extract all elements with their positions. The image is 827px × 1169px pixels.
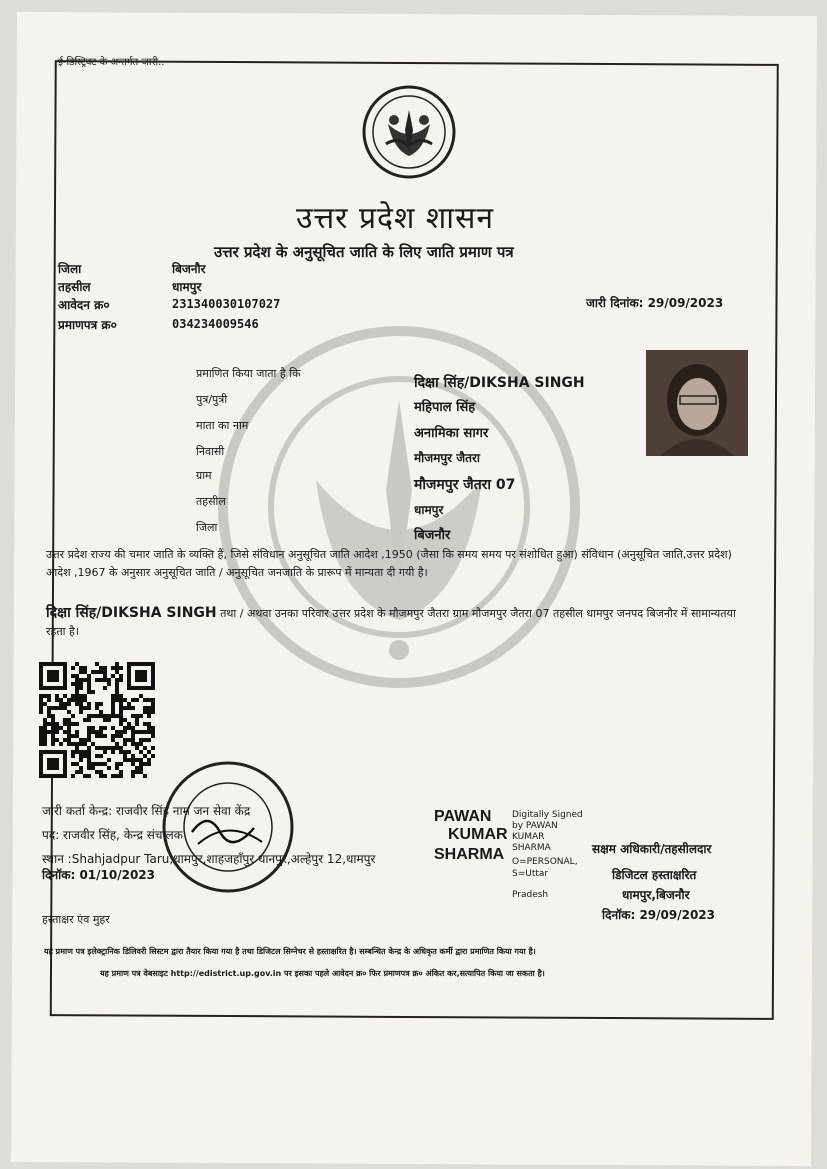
digital-sig-detail-1: Digitally Signed [512,810,583,820]
residence-paragraph-name: दिक्षा सिंह/DIKSHA SINGH [46,605,217,621]
signer-name-line1: PAWAN [434,808,492,825]
meta-value-tehsil: धामपुर [172,280,202,294]
meta-label-district: जिला [58,262,82,276]
government-title: उत्तर प्रदेश शासन [296,201,495,236]
detail-value-parent: महिपाल सिंह [414,400,476,415]
edistrict-note: ई-डिस्ट्रिक्ट के अन्तर्गत जारी.. [58,57,165,68]
up-emblem-icon [358,84,460,180]
caste-declaration-paragraph: उत्तर प्रदेश राज्य की चमार जाति के व्यक्ति हैं, जिसे संविधान अनुसूचित जाति आदेश ,1950 (जैसा कि समय समय पर संशोधित हुआ) संविधान (अनुसूचित जाति,उत्तर प्रदेश) आदेश ,1967 के अनुसार अनुसूचित जाति / अनुसूचित जनजाति के प्रारूप में मान्यता दी गयी है। [46,548,732,579]
footer-line-1: यह प्रमाण पत्र इलेक्ट्रानिक डिलिवरी सिस्टम द्वारा तैयार किया गया है तथा डिजिटल सिग्नेचर से हस्ताक्षरित है। सम्बन्धित केन्द्र के अधिकृत कर्मी द्वारा प्रमाणित किया गया है। [44,947,536,956]
digital-sig-detail-5: O=PERSONAL, [512,857,578,867]
meta-label-certificate-no: प्रमाणपत्र क्र० [58,318,117,332]
meta-label-application-no: आवेदन क्र० [58,298,110,312]
detail-value-village: मौजमपुर जैतरा 07 [414,477,516,493]
detail-value-tehsil: धामपुर [414,503,444,517]
detail-label-6: जिला [196,521,218,534]
qr-code [38,662,156,778]
digital-sig-detail-4: SHARMA [512,843,551,853]
authority-digital: डिजिटल हस्ताक्षरित [612,868,697,882]
authority-designation: सक्षम अधिकारी/तहसीलदार [592,842,712,856]
applicant-photo [646,350,748,456]
certificate-title: उत्तर प्रदेश के अनुसूचित जाति के लिए जाति प्रमाण पत्र [214,243,514,261]
detail-label-5: तहसील [196,495,226,508]
authority-date: दिनॉक: 29/09/2023 [602,908,716,922]
digital-sig-detail-7: Pradesh [512,890,549,900]
meta-value-district: बिजनौर [172,262,206,276]
detail-label-2: माता का नाम [196,419,249,432]
digital-sig-detail-3: KUMAR [512,832,545,842]
detail-label-1: पुत्र/पुत्री [196,393,228,406]
detail-value-district: बिजनौर [414,528,451,543]
detail-value-resident: मौजमपुर जैतरा [414,451,481,465]
detail-label-0: प्रमाणित किया जाता है कि [196,367,301,380]
issuer-center: जारी कर्ता केन्द्र: राजवीर सिंह नाम जन सेवा केंद्र [42,804,251,818]
issuer-place: स्थान :Shahjadpur Taru,धामपुर,शाहजहाँपुर धानपुर,अल्हेपुर 12,धामपुर [42,852,376,866]
detail-value-name: दिक्षा सिंह/DIKSHA SINGH [414,375,585,391]
meta-value-certificate-no: 034234009546 [172,317,259,331]
issuer-post: पद: राजवीर सिंह, केन्द्र संचालक [42,828,183,842]
residence-paragraph [46,604,746,641]
signer-name-line3: SHARMA [434,846,505,863]
issue-date: जारी दिनांक: 29/09/2023 [586,296,724,310]
residence-paragraph-text: तथा / अथवा उनका परिवार उत्तर प्रदेश के मौजमपुर जैतरा ग्राम मौजमपुर जैतरा 07 तहसील धामपुर जनपद बिजनौर में सामान्यतया रहता है। [46,607,736,638]
authority-place: धामपुर,बिजनौर [622,888,690,902]
detail-label-4: ग्राम [196,469,212,482]
footer-line-2: यह प्रमाण पत्र वेबसाइट http://edistrict.up.gov.in पर इसका पहले आवेदन क्र० फिर प्रमाणपत्र क्र० अंकित कर,सत्यापित किया जा सकता है। [100,969,545,978]
digital-sig-detail-6: S=Uttar [512,869,549,879]
signer-name-line2: KUMAR [448,826,508,843]
meta-value-application-no: 231340030107027 [172,297,281,311]
detail-value-mother: अनामिका सागर [414,426,489,441]
meta-label-tehsil: तहसील [58,280,91,294]
digital-sig-detail-2: by PAWAN [512,821,558,831]
detail-label-3: निवासी [196,445,225,458]
sign-seal-label: हस्ताक्षर एंव मुहर [42,913,110,926]
issuer-date: दिनॉक: 01/10/2023 [42,868,156,882]
